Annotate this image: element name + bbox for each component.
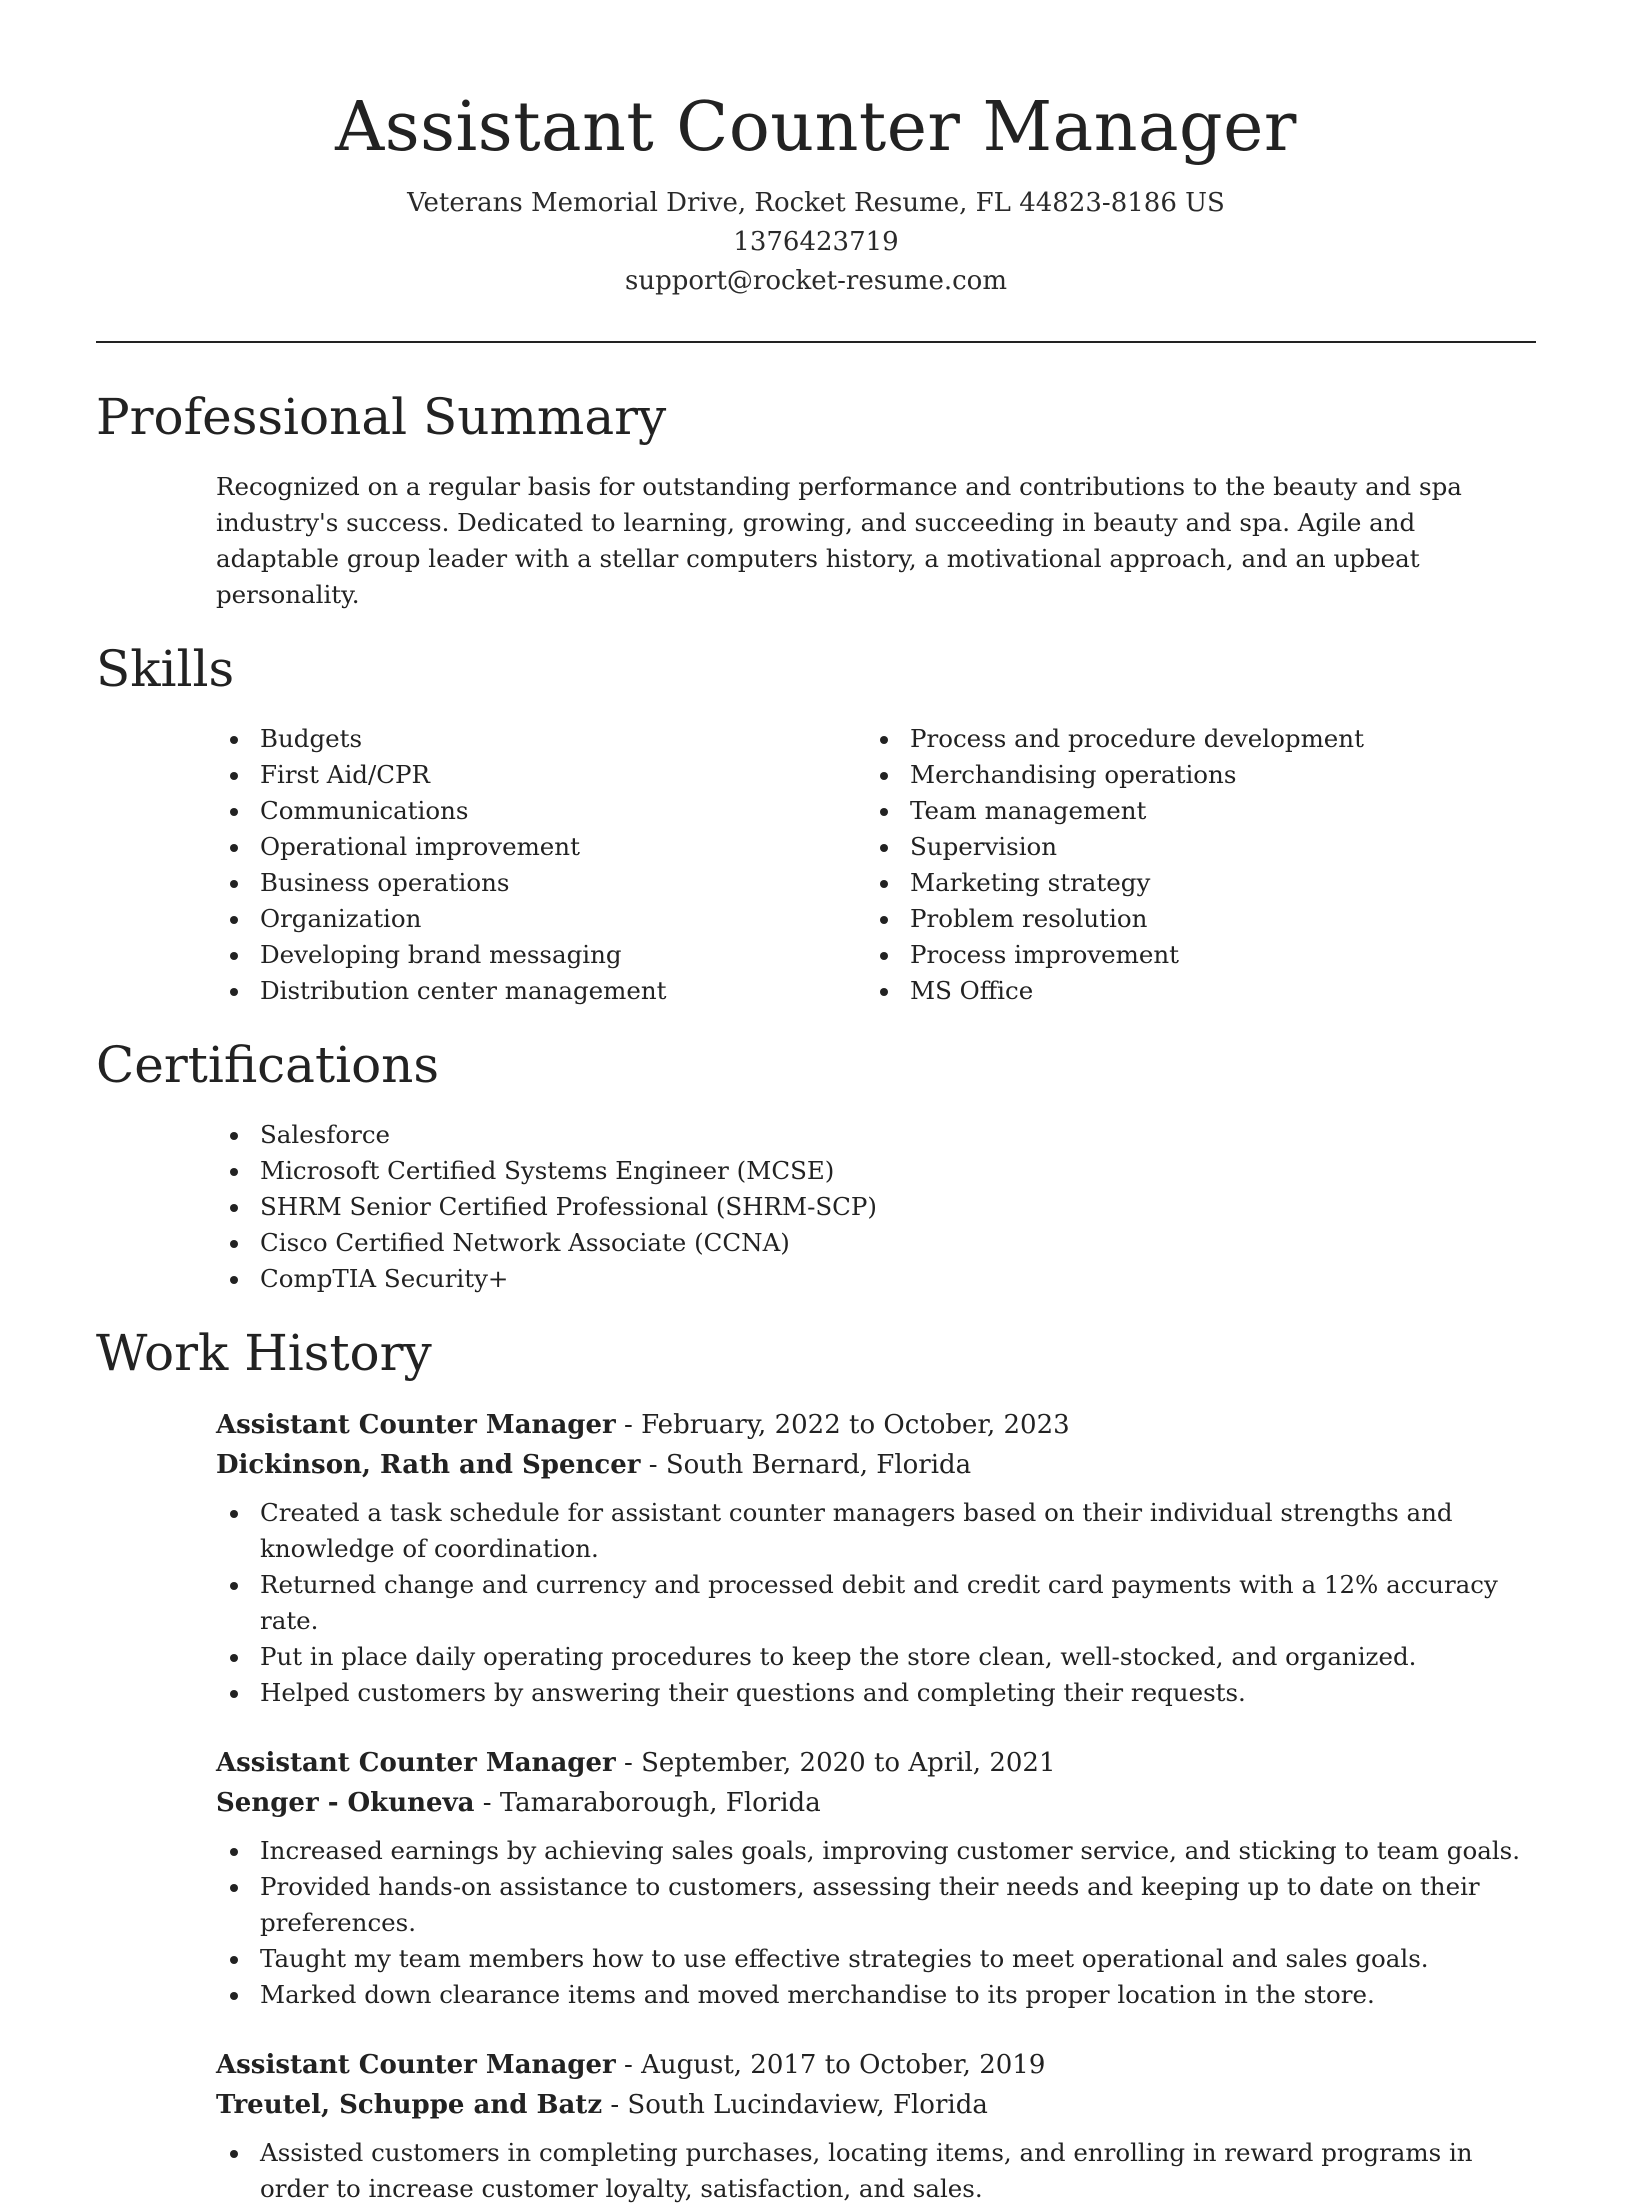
skill-item: Problem resolution [866,901,1516,937]
job-bullet: Provided hands-on assistance to customers, assessing their needs and keeping up to date on their preferences. [216,1869,1536,1941]
skill-item: Organization [216,901,866,937]
job-bullet-list [216,2135,1536,2207]
certification-item: SHRM Senior Certified Professional (SHRM-SCP) [216,1189,1536,1225]
job-separator: - [474,1788,500,1818]
job-bullet: Taught my team members how to use effective strategies to meet operational and sales goals. [216,1941,1536,1977]
job-company-line [216,2085,1536,2125]
job-dates: September, 2020 to April, 2021 [641,1748,1056,1778]
skill-item: Team management [866,793,1516,829]
summary-heading: Professional Summary [96,388,667,446]
job-role: Assistant Counter Manager [216,1410,616,1440]
contact-phone: 1376423719 [733,227,899,257]
job-bullet: Assisted customers in completing purchases, locating items, and enrolling in reward programs in order to increase customer loyalty, satisfaction, and sales. [216,2135,1536,2207]
skills-grid [216,721,1536,1009]
skill-item: Process and procedure development [866,721,1516,757]
job-entry [216,1405,1536,1711]
skill-item: Developing brand messaging [216,937,866,973]
skill-item: MS Office [866,973,1516,1009]
job-bullet: Put in place daily operating procedures to keep the store clean, well-stocked, and organized. [216,1639,1536,1675]
resume-header [0,88,1632,301]
skills-list-right [866,721,1516,1009]
job-location: South Lucindaview, Florida [627,2090,988,2120]
job-company: Treutel, Schuppe and Batz [216,2090,603,2120]
resume-page [0,88,1632,2203]
job-separator: - [615,1748,642,1778]
certification-item: Cisco Certified Network Associate (CCNA) [216,1225,1536,1261]
job-location: Tamaraborough, Florida [499,1788,821,1818]
certification-item: Salesforce [216,1117,1536,1153]
skills-heading: Skills [96,640,235,698]
skill-item: Budgets [216,721,866,757]
job-title-line [216,2045,1536,2085]
job-separator: - [640,1450,666,1480]
job-role: Assistant Counter Manager [216,2050,616,2080]
resume-body [0,387,1632,2207]
contact-block [0,184,1632,301]
job-title-line [216,1405,1536,1445]
job-title-line [216,1743,1536,1783]
work-history-heading: Work History [96,1324,432,1382]
job-bullet: Created a task schedule for assistant counter managers based on their individual strengths and knowledge of coordination. [216,1495,1536,1567]
contact-email: support@rocket-resume.com [624,266,1007,296]
skill-item: Communications [216,793,866,829]
candidate-name: Assistant Counter Manager [335,88,1297,167]
certification-item: Microsoft Certified Systems Engineer (MCSE) [216,1153,1536,1189]
job-bullet: Increased earnings by achieving sales goals, improving customer service, and sticking to team goals. [216,1833,1536,1869]
skill-item: Marketing strategy [866,865,1516,901]
skill-item: Operational improvement [216,829,866,865]
job-separator: - [615,1410,642,1440]
contact-address: Veterans Memorial Drive, Rocket Resume, FL 44823-8186 US [407,188,1225,218]
skill-item: Merchandising operations [866,757,1516,793]
skill-item: Process improvement [866,937,1516,973]
job-location: South Bernard, Florida [665,1450,972,1480]
certification-item: CompTIA Security+ [216,1261,1536,1297]
job-bullet: Marked down clearance items and moved merchandise to its proper location in the store. [216,1977,1536,2013]
skill-item: Business operations [216,865,866,901]
skill-item: Distribution center management [216,973,866,1009]
job-role: Assistant Counter Manager [216,1748,616,1778]
job-separator: - [615,2050,642,2080]
skill-item: Supervision [866,829,1516,865]
job-separator: - [602,2090,628,2120]
skill-item: First Aid/CPR [216,757,866,793]
certifications-heading: Certifications [96,1036,440,1094]
job-dates: August, 2017 to October, 2019 [641,2050,1046,2080]
job-bullet: Helped customers by answering their questions and completing their requests. [216,1675,1536,1711]
job-company: Dickinson, Rath and Spencer [216,1450,641,1480]
header-divider [96,341,1536,343]
skills-list-left [216,721,866,1009]
job-bullet: Returned change and currency and processed debit and credit card payments with a 12% accuracy rate. [216,1567,1536,1639]
job-company-line [216,1445,1536,1485]
job-entry [216,2045,1536,2207]
job-company: Senger - Okuneva [216,1788,475,1818]
job-company-line [216,1783,1536,1823]
job-dates: February, 2022 to October, 2023 [641,1410,1070,1440]
work-history-list [96,1405,1536,2207]
job-bullet-list [216,1495,1536,1711]
job-entry [216,1743,1536,2013]
summary-text: Recognized on a regular basis for outstanding performance and contributions to the beauty and spa industry's success. Dedicated to learning, growing, and succeeding in beauty and spa. Agile and adaptable group leader with a stellar computers history, a motivational approach, and an upbeat personality. [216,472,1462,609]
certifications-list [216,1117,1536,1297]
job-bullet-list [216,1833,1536,2013]
